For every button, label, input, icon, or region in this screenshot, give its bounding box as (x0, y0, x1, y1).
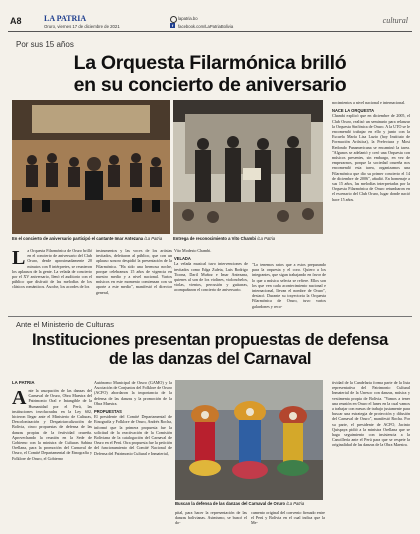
body-text: cumento original del convenio firmado entre el Perú y Bolivia en el cual indica que la Me- (251, 510, 325, 526)
caption-text: Entrega de reconocimiento a Vito Chambi (173, 236, 256, 241)
article2-headline (0, 331, 420, 368)
body-text: instrumentos y las voces de los artistas invitados, deleitaron al público, que con un aplauso sonoro despidió la presentación de la Filarmónica. "Ha sido una hermosa noche, porque celebramos 15 años de vigencia en nuestro medio y a nivel nacional. Varios músicos en este momento comienzan con su aporte a este medio", manifestó el director general, (96, 248, 172, 295)
body-text: pital, para hacer la representación de las danzas bolivianas. Asimismo, se buscó el do- (175, 510, 247, 526)
award-photo (173, 100, 323, 234)
carnival-photo-caption (175, 501, 327, 506)
body-text: Chambi explicó que en diciembre de 2005, el Club Oruro, realizó un seminario para relanzar la Orquesta Sinfónica de Oruro. A la UTO se le encomendó trabajar en ello y junto con la Escuela María Lisa Luzio (hoy Instituto de Formación Artística), la Prefectura y Mosi Redondo Panamericana se encaminó la tarea. "Algunos se adelantó y creó una Orquesta con músicos presentes, sin embargo, en vez de empezarnos, porque la sociedad orureña nos encomendó esta tarea, organizamos una Filarmónica que dio su primer concierto el 14 de diciembre de 2006", añadió. En homenaje a sus 15 años, las melodías interpretadas por la Orquesta Filarmónica de Oruro retumbaron en el escenario del Club Oruro, lugar donde nació hace 15 años. (332, 113, 410, 202)
article1-col4 (252, 262, 326, 310)
article1-col1 (12, 248, 92, 310)
headline-line-1: La Orquesta Filarmónica brilló (73, 52, 347, 74)
headline-line-2: en su concierto de aniversario (73, 74, 347, 96)
body-text: "Lo tenemos ratos que a estos preparando para la orquesta y el coro. Quiero a los integrantes, que sigan trabajando en favor de lo que a música selecta se refiere. Ellos son los que ven cada acontecimiento nacional e internacional, llevan el nombre de Oruro", destacó. Durante su trayectoria la Orquesta Filarmónica de Oruro, tuvo varios galardones y reco- (252, 262, 326, 309)
article1-col3 (174, 248, 248, 310)
headline-line-1: Instituciones presentan propuestas de defensa (31, 331, 388, 349)
body-text: nocimientos a nivel nacional e internacional. (332, 100, 406, 105)
headline-line-2: de las danzas del Carnaval (108, 349, 312, 368)
subhead: NACE LA ORQUESTA (332, 108, 375, 114)
article1-col2 (96, 248, 172, 310)
facebook-link[interactable]: facebook.com/LaPatriaBolivia (178, 24, 234, 29)
article2-col1 (12, 388, 92, 532)
body-text: nte la usurpación de las danzas del Carnaval de Oruro, Obra Maestra del Patrimonio Oral e Intangible de la Humanidad por el Perú, las instituciones involucradas en la Ley 602, hicieron llegar ante el Ministerio de Culturas, Descolonización y Despatriarcalización de Bolivia, cinco propuestas de defensa de las danzas propias de la festividad orureña. Aprovechando la reunión en la Sede de Gobierno con la ministra de Culturas Sabina Orellana, para la promoción del Carnaval de Oruro, el Comité Departamental de Etnografía y Folklore de Oruro, el Gobierno (12, 388, 92, 461)
body-text: tividad de la Candelaria forma parte de la lista representativa del Patrimonio Cultural Inmaterial de la Unesco con danzas, música y vestimenta propia de Bolivia. "Vamos a tener una reunión en Oruro el lunes en la cual vamos a trabajar con mesas de trabajo justamente para buscar una estrategia de protección y difusión del Carnaval de Oruro", manifestó Rocha. Por su parte, el presidente de ACFO, Jacinto Quispaya pidió a la ministra Orellana que se haga seguimiento con insistencia a la Cancillería ante el Perú para que se respete la originalidad de las danzas de la Obra Maestra. (332, 380, 410, 448)
page-number: A8 (10, 16, 22, 26)
article2-byline: LA PATRIA (12, 380, 35, 385)
globe-icon (170, 16, 177, 23)
social-handle: lapatria.bo (178, 16, 198, 21)
body-text: La velada musical tuvo intervenciones de invitados como Edga Zuleta, Luis Rodrigo Ticona, Daril Muñoz e Imar Antezana, quienes al son de los violines, violonchelos, violas, vientos, percusión y guitarras, acompañaron el concierto de aniversario. (174, 261, 248, 293)
subhead: PROPUESTAS (94, 409, 122, 415)
article2-col3 (175, 510, 247, 532)
carnival-photo (175, 380, 323, 500)
newspaper-name: LA PATRIA (44, 14, 87, 23)
concert-photo-caption (12, 236, 170, 241)
dropcap: L (12, 248, 26, 269)
article1-kicker: Por sus 15 años (16, 40, 74, 49)
article2-col4 (251, 510, 325, 532)
award-photo-caption (173, 236, 323, 241)
subhead: VELADA (174, 256, 191, 262)
divider-rule (8, 31, 412, 32)
dropcap: A (12, 388, 27, 409)
article2-kicker: Ante el Ministerio de Culturas (16, 320, 114, 329)
body-text: a Orquesta Filarmónica de Oruro brilló en el concierto de aniversario del Club Oruro, desde aproximadamente 20 minutos con 8 intérpretes, se reunieron los aplausos de la gente. La velada de concierto por el XV aniversario, llenó el auditorio con el público que disfrutó de las melodías de los clásicos románticos. Asoche, los acordes de los (12, 248, 92, 290)
caption-credit: /La Patria (286, 501, 305, 506)
body-text: El presidente del Comité Departamental de Etnografía y Folklore de Oruro, Andrés Rocha, informó que la primera propuesta fue la solicitud de la reactivación de la Comisión Boliviana de la catalogación del Carnaval de Oruro en el Perú. Otra propuesta fue la petición del funcionamiento del Comité Nacional de Defensa del Patrimonio Cultural e Inmaterial, (94, 414, 172, 456)
page-header (0, 0, 420, 32)
section-name: cultural (382, 16, 408, 25)
facebook-icon: f (171, 23, 174, 28)
article2-col2 (94, 380, 172, 532)
caption-text: Buscan la defensa de las danzas del Carnaval de Oruro (175, 501, 286, 506)
body-text: Vito Modesto Chambi. (174, 248, 212, 253)
article1-headline (0, 52, 420, 96)
issue-date: Oruro, viernes 17 de diciembre de 2021 (44, 24, 120, 29)
body-text: Autónomo Municipal de Oruro (GAMO) y la Asociación de Conjuntos del Folklore de Oruro (ACFO) abordaron la importancia de la defensa de las danzas y la promoción de la Obra Maestra. (94, 380, 172, 406)
caption-credit: /La Patria (257, 236, 276, 241)
concert-photo (12, 100, 170, 234)
article2-col5 (332, 380, 410, 532)
caption-credit: /La Patria (144, 236, 163, 241)
caption-text: En el concierto de aniversario participó el cantante Imar Antezana (12, 236, 144, 241)
section-divider (8, 316, 412, 317)
article1-col5 (332, 100, 410, 312)
